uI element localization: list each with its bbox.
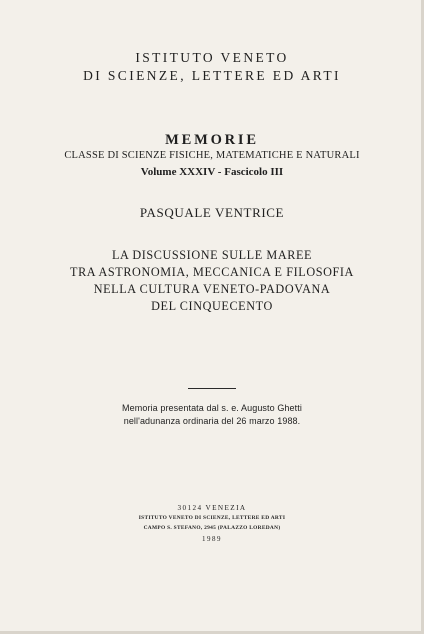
volume-fascicolo: Volume XXXIV - Fascicolo III [140,166,284,178]
series-classe: CLASSE DI SCIENZE FISICHE, MATEMATICHE E NATURALI [64,150,360,161]
imprint-line-2: CAMPO S. STEFANO, 2945 (PALAZZO LOREDAN) [143,525,281,531]
title-line-4: DEL CINQUECENTO [151,299,273,313]
publisher-line-2: DI SCIENZE, LETTERE ED ARTI [83,68,341,83]
series-name: MEMORIE [165,132,259,148]
author-name: PASQUALE VENTRICE [139,205,285,220]
presentation-note-line-1: Memoria presentata dal s. e. Augusto Ghetti [122,403,302,413]
imprint-year: 1989 [202,535,222,543]
title-line-2: TRA ASTRONOMIA, MECCANICA E FILOSOFIA [70,265,354,279]
divider-rule [188,388,236,389]
imprint-line-1: ISTITUTO VENETO DI SCIENZE, LETTERE ED ARTI [138,515,286,521]
title-line-3: NELLA CULTURA VENETO-PADOVANA [93,282,331,296]
publisher-line-1: ISTITUTO VENETO [135,50,289,65]
imprint-city: 30124 VENEZIA [177,504,247,512]
presentation-note-line-2: nell'adunanza ordinaria del 26 marzo 1988. [123,416,301,426]
title-line-1: LA DISCUSSIONE SULLE MAREE [111,248,313,262]
